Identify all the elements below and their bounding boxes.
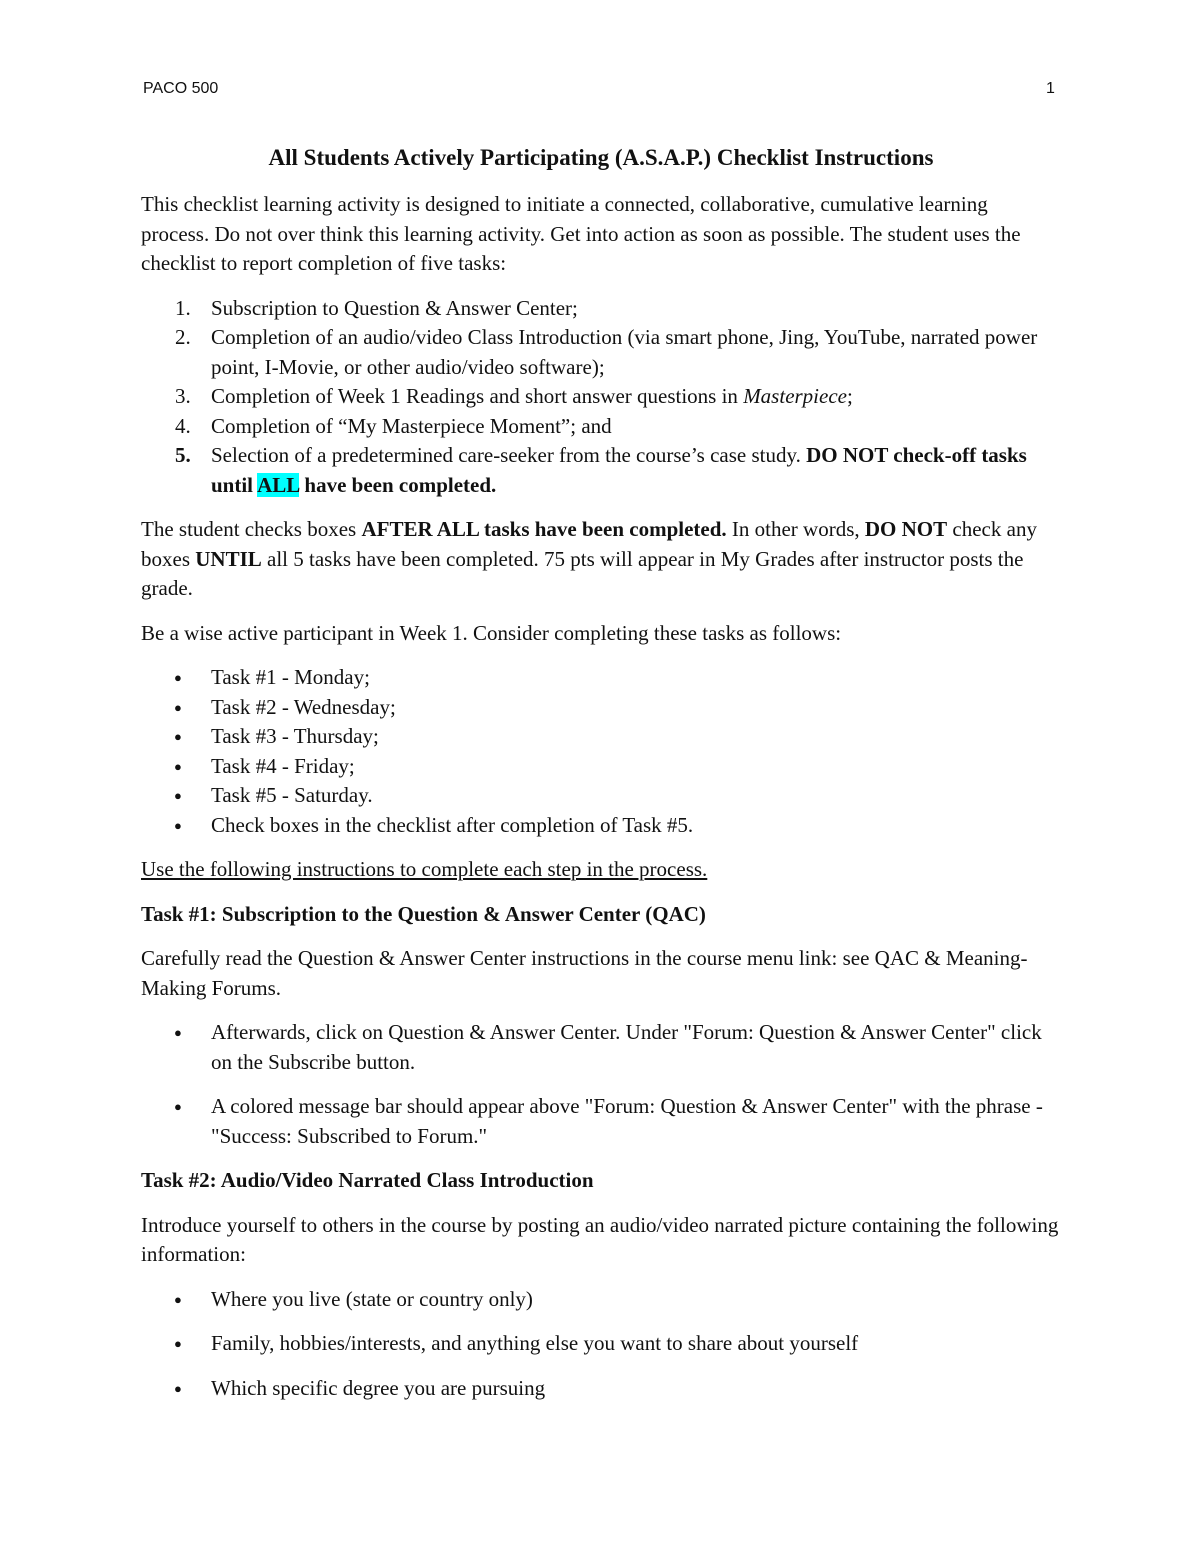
schedule-item: ● Task #1 - Monday; — [211, 663, 1061, 693]
task-2-bullets — [141, 1285, 1061, 1404]
task-1-heading: Task #1: Subscription to the Question & Answer Center (QAC) — [141, 901, 706, 926]
task-5-bold-b: have been completed. — [299, 472, 497, 497]
task-item-3 — [211, 382, 1061, 412]
schedule-intro: Be a wise active participant in Week 1. Consider completing these tasks as follows: — [141, 620, 842, 645]
task-3-text: Completion of Week 1 Readings and short answer questions in — [211, 384, 744, 408]
task-2-paragraph: Introduce yourself to others in the course by posting an audio/video narrated picture containing the following information: — [141, 1212, 1059, 1266]
checks-bold-b: AFTER ALL tasks have been completed. — [361, 517, 727, 541]
task-5-bold-a: DO NOT check-off tasks until — [211, 443, 1027, 497]
task-item-2: Completion of an audio/video Class Introduction (via smart phone, Jing, YouTube, narrated power point, I-Movie, or other audio/video software); — [211, 325, 1038, 379]
task-1-bullets — [141, 1018, 1061, 1151]
checks-text-e: check any boxes — [141, 517, 1037, 571]
intro-paragraph: This checklist learning activity is designed to initiate a connected, collaborative, cumulative learning process. Do not over think this learning activity. Get into action as soon as possible. The student uses the checklist to report completion of five tasks: — [141, 192, 1021, 275]
header-page-number: 1 — [1046, 80, 1055, 97]
schedule-item: ● Task #5 - Saturday. — [211, 781, 1061, 811]
checks-bold-d: DO NOT — [864, 517, 948, 541]
schedule-list — [141, 663, 1061, 840]
list-item: ● Where you live (state or country only) — [211, 1285, 1061, 1315]
checks-paragraph — [141, 515, 1061, 604]
list-item: ● Which specific degree you are pursuing — [211, 1374, 1061, 1404]
list-item: ● A colored message bar should appear above "Forum: Question & Answer Center" with the phrase - "Success: Subscribed to Forum." — [211, 1092, 1061, 1151]
task-item-4: Completion of “My Masterpiece Moment”; and — [211, 413, 612, 438]
task-5-text: Selection of a predetermined care-seeker from the course’s case study. — [211, 443, 807, 467]
document-body — [141, 142, 1061, 1418]
schedule-item: ● Check boxes in the checklist after completion of Task #5. — [211, 811, 1061, 841]
list-item: ● Family, hobbies/interests, and anything else you want to share about yourself — [211, 1329, 1061, 1359]
task-1-paragraph: Carefully read the Question & Answer Center instructions in the course menu link: see QAC & Meaning-Making Forums. — [141, 946, 1028, 1000]
checks-text-a: The student checks boxes — [141, 517, 362, 541]
document-title: All Students Actively Participating (A.S.A.P.) Checklist Instructions — [268, 145, 934, 170]
checks-text-g: all 5 tasks have been completed. 75 pts will appear in My Grades after instructor posts the grade. — [141, 546, 1024, 600]
task-item-1: Subscription to Question & Answer Center; — [211, 295, 578, 320]
task-list — [141, 294, 1061, 501]
checks-bold-f: UNTIL — [195, 546, 262, 571]
list-item: ● Afterwards, click on Question & Answer Center. Under "Forum: Question & Answer Center" click on the Subscribe button. — [211, 1018, 1061, 1077]
task-3-end: ; — [846, 384, 853, 408]
schedule-item: ● Task #3 - Thursday; — [211, 722, 1061, 752]
instructions-underlined: Use the following instructions to complete each step in the process. — [141, 857, 708, 881]
checks-text-c: In other words, — [726, 517, 865, 541]
task-item-5 — [211, 441, 1061, 500]
header-course: PACO 500 — [143, 80, 219, 97]
task-5-highlight: ALL — [257, 472, 300, 497]
schedule-item: ● Task #4 - Friday; — [211, 752, 1061, 782]
schedule-item: ● Task #2 - Wednesday; — [211, 693, 1061, 723]
task-2-heading: Task #2: Audio/Video Narrated Class Introduction — [141, 1168, 594, 1192]
task-3-italic: Masterpiece — [743, 384, 847, 408]
